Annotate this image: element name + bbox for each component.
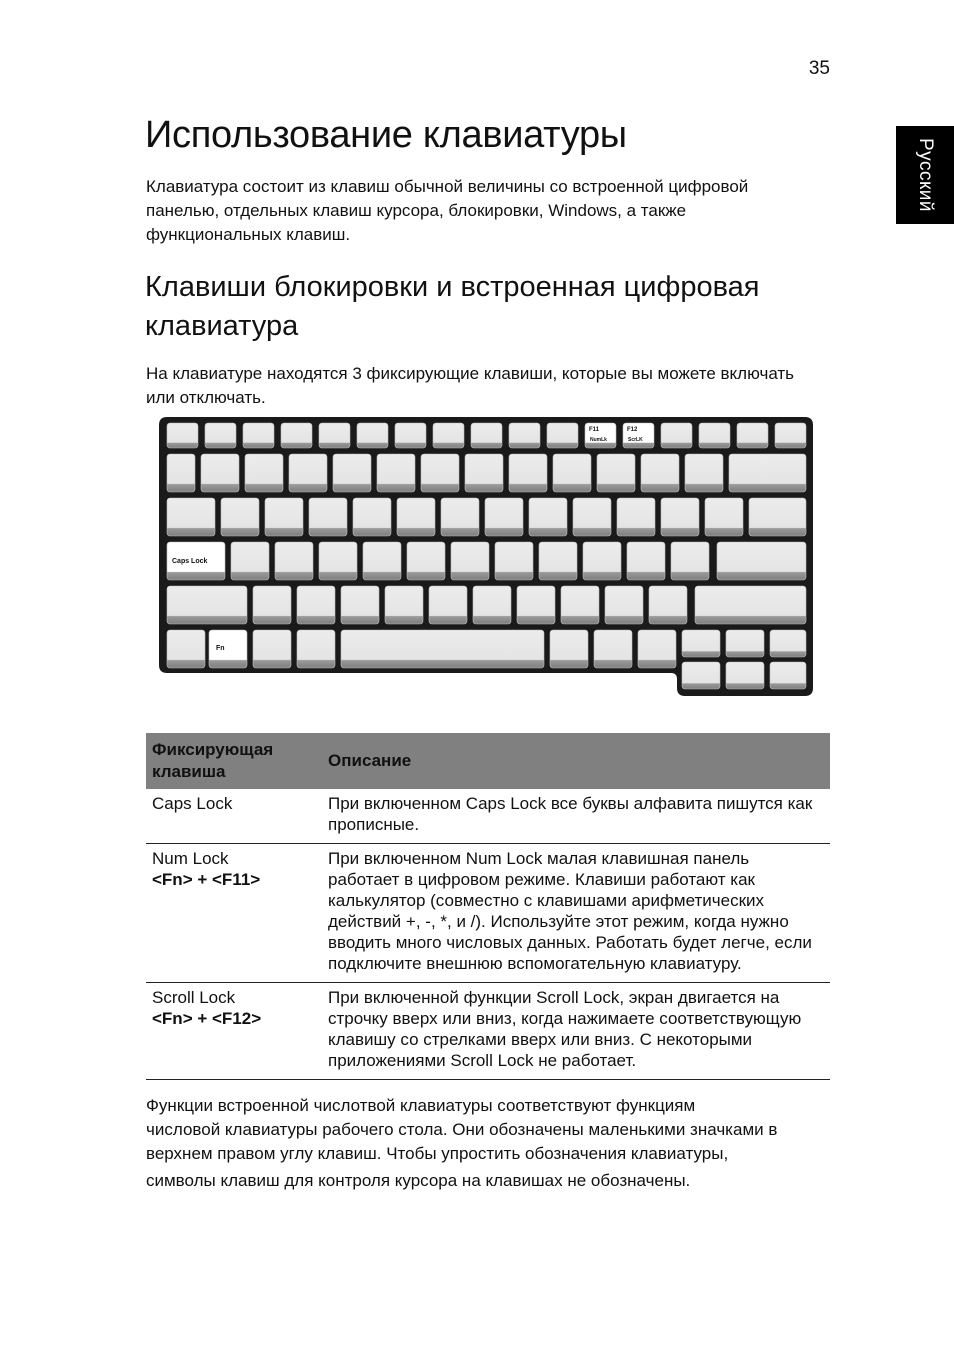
key-combination: <Fn> + <F12> [152, 1009, 262, 1028]
paragraph-line: числовой клавиатуры рабочего стола. Они обозначены маленькими значками в [146, 1120, 778, 1139]
lock-key-cell [146, 789, 322, 844]
lock-key-cell [146, 844, 322, 983]
lock-key-name: Scroll Lock [152, 988, 236, 1007]
function-key-row [167, 423, 806, 448]
column-header-key: Фиксирующая клавиша [146, 733, 322, 789]
table-row [146, 844, 830, 983]
page-number: 35 [808, 58, 830, 79]
lock-key-cell [146, 983, 322, 1080]
table-row [146, 789, 830, 844]
scrlk-key-label: ScrLK [628, 437, 643, 443]
keyboard-illustration [159, 417, 813, 696]
caps-lock-key-label: Caps Lock [172, 558, 208, 565]
column-header-description: Описание [322, 733, 830, 789]
description-cell: При включенном Num Lock малая клавишная панель работает в цифровом режиме. Клавиши работают как калькулятор (совместно с клавишами арифметических действий +, -, *, и /). Используйте этот режим, когда нужно вводить много числовых данных. Работать будет легче, если подключите внешнюю вспомогательную клавиатуру. [322, 844, 830, 983]
language-tab-label: Русский [915, 138, 936, 212]
section-heading: Клавиши блокировки и встроенная цифровая клавиатура [145, 271, 760, 342]
embedded-keypad-paragraph [146, 1094, 846, 1193]
lock-keys-table [146, 733, 830, 1080]
fn-key-label: Fn [216, 645, 225, 652]
shift-key-row [167, 586, 806, 624]
description-cell: При включенном Caps Lock все буквы алфавита пишутся как прописные. [322, 789, 830, 844]
table-header-row [146, 733, 830, 789]
description-cell: При включенной функции Scroll Lock, экран двигается на строчку вверх или вниз, когда нажимаете соответствующую клавишу со стрелками вверх или вниз. С некоторыми приложениями Scroll Lock не работает. [322, 983, 830, 1080]
f11-key-label: F11 [589, 427, 600, 433]
paragraph-line: символы клавиш для контроля курсора на клавишах не обозначены. [146, 1171, 691, 1190]
intro-paragraph: Клавиатура состоит из клавиш обычной величины со встроенной цифровой панелью, отдельных клавиш курсора, блокировки, Windows, а также функциональных клавиш. [146, 177, 749, 244]
lock-keys-intro: На клавиатуре находятся 3 фиксирующие клавиши, которые вы можете включать или отключать. [146, 364, 795, 407]
numlk-key-label: NumLk [590, 437, 607, 443]
number-key-row [167, 454, 806, 492]
lock-key-name: Num Lock [152, 849, 229, 868]
key-combination: <Fn> + <F11> [152, 870, 261, 889]
lock-key-name: Caps Lock [152, 794, 233, 813]
table-row [146, 983, 830, 1080]
paragraph-line: верхнем правом углу клавиш. Чтобы упростить обозначения клавиатуры, [146, 1144, 729, 1163]
f12-key-label: F12 [627, 427, 638, 433]
page-title: Использование клавиатуры [145, 114, 627, 156]
language-tab [896, 126, 954, 224]
paragraph-line: Функции встроенной числотвой клавиатуры соответствуют функциям [146, 1096, 696, 1115]
